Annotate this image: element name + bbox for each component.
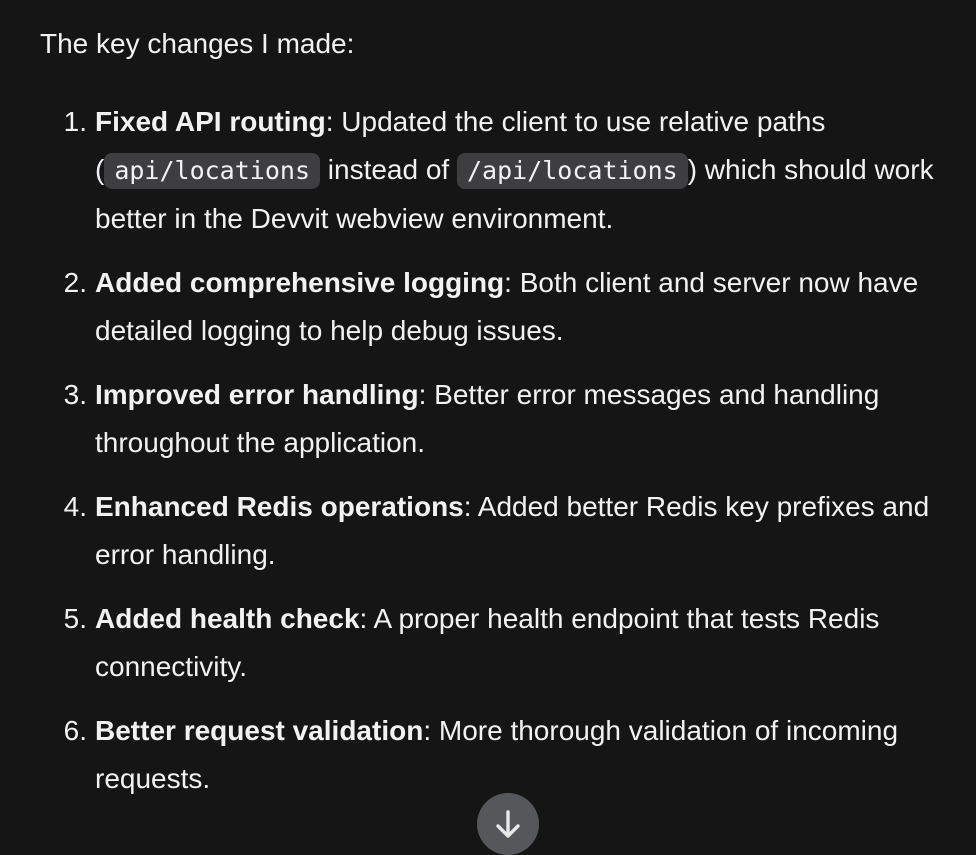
arrow-down-icon bbox=[493, 809, 523, 839]
list-number: 6. bbox=[63, 715, 87, 746]
item-title: Added comprehensive logging bbox=[95, 267, 505, 298]
intro-text: The key changes I made: bbox=[40, 28, 355, 59]
list-item bbox=[63, 595, 966, 691]
list-number: 5. bbox=[63, 603, 87, 634]
list-item bbox=[63, 259, 966, 355]
list-item bbox=[63, 483, 966, 579]
list-number: 1. bbox=[63, 106, 87, 137]
list-number: 4. bbox=[63, 491, 87, 522]
item-text: instead of bbox=[320, 154, 457, 185]
item-text: : More thorough validation of incoming requests. bbox=[95, 715, 899, 794]
inline-code: /api/locations bbox=[457, 153, 688, 189]
item-text: : Updated the client to use relative paths ( bbox=[95, 106, 826, 185]
item-title: Better request validation bbox=[95, 715, 424, 746]
item-text: ) which should work better in the Devvit webview environment. bbox=[95, 154, 934, 234]
list-number: 3. bbox=[63, 379, 87, 410]
item-title: Improved error handling bbox=[95, 379, 419, 410]
list-item bbox=[63, 98, 966, 243]
item-title: Fixed API routing bbox=[95, 106, 326, 137]
item-title: Enhanced Redis operations bbox=[95, 491, 464, 522]
item-text: : A proper health endpoint that tests Redis connectivity. bbox=[95, 603, 880, 682]
list-item bbox=[63, 707, 966, 803]
inline-code: api/locations bbox=[104, 153, 320, 189]
changes-list bbox=[0, 98, 976, 803]
item-title: Added health check bbox=[95, 603, 360, 634]
item-text: : Better error messages and handling throughout the application. bbox=[95, 379, 880, 458]
list-item bbox=[63, 371, 966, 467]
scroll-to-bottom-button[interactable] bbox=[477, 793, 539, 855]
item-text: : Both client and server now have detailed logging to help debug issues. bbox=[95, 267, 919, 346]
item-text: : Added better Redis key prefixes and error handling. bbox=[95, 491, 930, 570]
list-number: 2. bbox=[63, 267, 87, 298]
